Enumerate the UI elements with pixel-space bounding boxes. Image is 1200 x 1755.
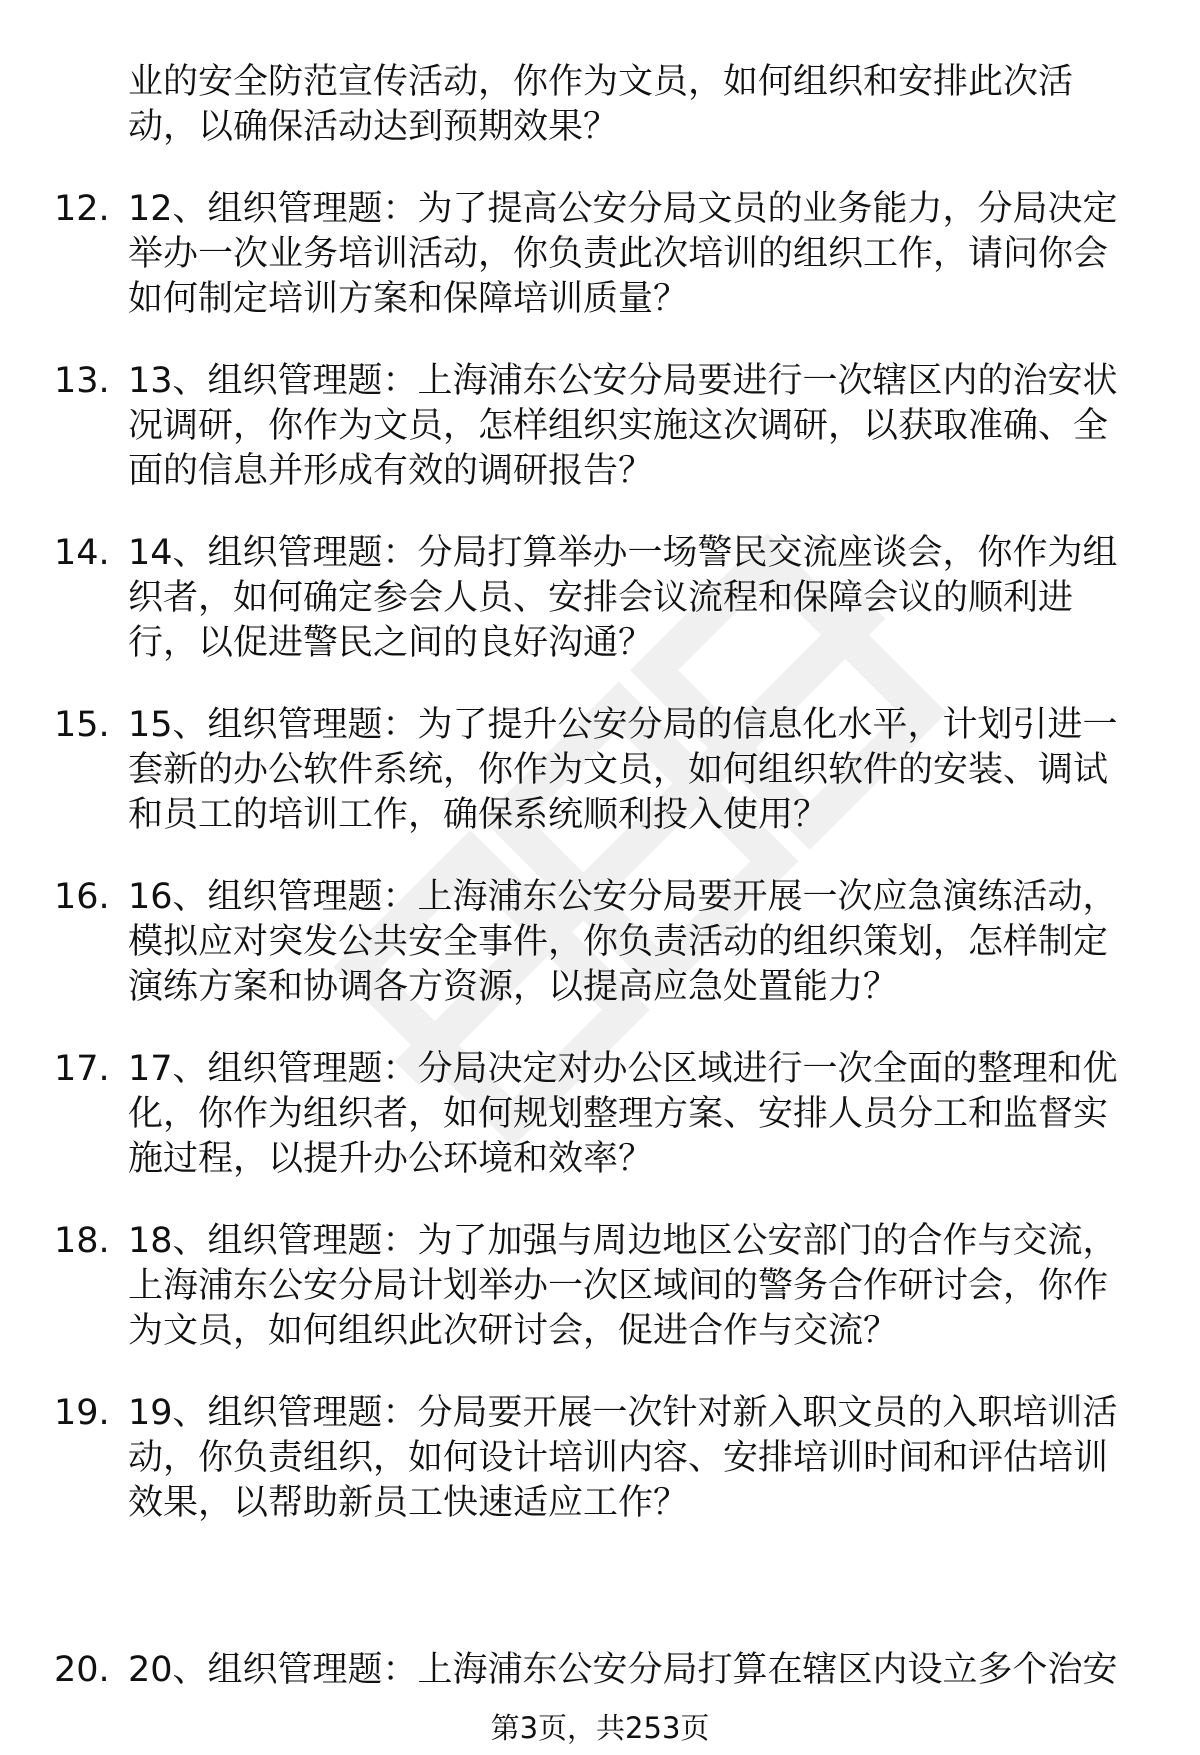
list-item xyxy=(0,187,1200,322)
list-item xyxy=(0,875,1200,1010)
list-item xyxy=(0,1391,1200,1526)
list-item-text xyxy=(128,531,1168,666)
text-line: 19、组织管理题：分局要开展一次针对新入职文员的入职培训活 xyxy=(128,1393,1118,1433)
list-item-text xyxy=(128,359,1168,494)
text-line: 17、组织管理题：分局决定对办公区域进行一次全面的整理和优 xyxy=(128,1049,1118,1089)
text-line: 况调研，你作为文员，怎样组织实施这次调研，以获取准确、全 xyxy=(128,406,1109,446)
list-item-text xyxy=(128,187,1168,322)
text-line: 模拟应对突发公共安全事件，你负责活动的组织策划，怎样制定 xyxy=(128,922,1109,962)
text-line: 动，你负责组织，如何设计培训内容、安排培训时间和评估培训 xyxy=(128,1438,1109,1478)
list-item-text xyxy=(128,875,1168,1010)
list-item xyxy=(0,1648,1168,1693)
list-item xyxy=(0,703,1200,838)
list-item-text xyxy=(128,1047,1168,1182)
text-line: 18、组织管理题：为了加强与周边地区公安部门的合作与交流， xyxy=(128,1221,1118,1261)
list-item xyxy=(0,1047,1200,1182)
text-line: 织者，如何确定参会人员、安排会议流程和保障会议的顺利进 xyxy=(128,578,1074,618)
text-line: 化，你作为组织者，如何规划整理方案、安排人员分工和监督实 xyxy=(128,1094,1109,1134)
text-line: 上海浦东公安分局计划举办一次区域间的警务合作研讨会，你作 xyxy=(128,1266,1109,1306)
intro-paragraph xyxy=(128,60,1168,150)
text-line: 业的安全防范宣传活动，你作为文员，如何组织和安排此次活 xyxy=(128,62,1074,102)
list-item-number: 14. xyxy=(54,533,110,573)
list-item xyxy=(0,531,1200,666)
list-item xyxy=(0,1219,1200,1354)
list-item-number: 18. xyxy=(54,1221,110,1261)
list-item-text xyxy=(128,1219,1168,1354)
text-line: 12、组织管理题：为了提高公安分局文员的业务能力，分局决定 xyxy=(128,189,1118,229)
list-item xyxy=(0,359,1200,494)
text-line: 举办一次业务培训活动，你负责此次培训的组织工作，请问你会 xyxy=(128,234,1109,274)
list-item-number: 19. xyxy=(54,1393,110,1433)
text-line: 动，以确保活动达到预期效果？ xyxy=(128,107,619,147)
text-line: 如何制定培训方案和保障培训质量？ xyxy=(128,279,689,319)
text-line: 20、组织管理题：上海浦东公安分局打算在辖区内设立多个治安 xyxy=(128,1650,1118,1690)
list-item-number: 16. xyxy=(54,877,110,917)
text-line: 为文员，如何组织此次研讨会，促进合作与交流？ xyxy=(128,1311,899,1351)
text-line: 15、组织管理题：为了提升公安分局的信息化水平，计划引进一 xyxy=(128,705,1118,745)
text-line: 16、组织管理题：上海浦东公安分局要开展一次应急演练活动， xyxy=(128,877,1118,917)
text-line: 套新的办公软件系统，你作为文员，如何组织软件的安装、调试 xyxy=(128,750,1109,790)
text-line: 效果，以帮助新员工快速适应工作？ xyxy=(128,1483,689,1523)
list-item-text xyxy=(128,1648,1168,1693)
list-item-number: 15. xyxy=(54,705,110,745)
text-line: 面的信息并形成有效的调研报告？ xyxy=(128,451,654,491)
list-item-text xyxy=(128,1391,1168,1526)
list-item-number: 20. xyxy=(54,1650,110,1690)
text-line: 13、组织管理题：上海浦东公安分局要进行一次辖区内的治安状 xyxy=(128,361,1118,401)
page-footer: 第3页，共253页 xyxy=(490,1711,710,1745)
text-line: 施过程，以提升办公环境和效率？ xyxy=(128,1139,654,1179)
list-item-number: 17. xyxy=(54,1049,110,1089)
list-item-number: 12. xyxy=(54,189,110,229)
list-item-text xyxy=(128,703,1168,838)
document-body xyxy=(0,60,1200,1526)
text-line: 和员工的培训工作，确保系统顺利投入使用？ xyxy=(128,795,829,835)
text-line: 行，以促进警民之间的良好沟通？ xyxy=(128,623,654,663)
list-item-number: 13. xyxy=(54,361,110,401)
question-list xyxy=(0,187,1200,1526)
text-line: 14、组织管理题：分局打算举办一场警民交流座谈会，你作为组 xyxy=(128,533,1118,573)
text-line: 演练方案和协调各方资源，以提高应急处置能力？ xyxy=(128,967,899,1007)
